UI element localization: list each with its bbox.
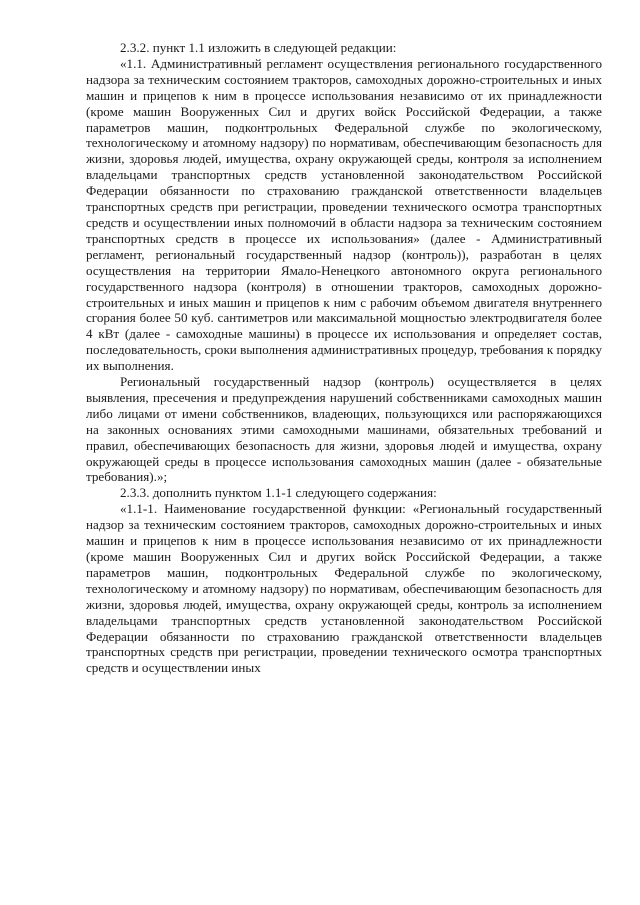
clause-1-1-text: «1.1. Административный регламент осуществления регионального государственного надзора за техническим состоянием тракторов, самоходных дорожно-строительных и иных машин и прицепов к ним в процессе использования независимо от их принадлежности (кроме машин Вооруженных Сил и других войск Российской Федерации, а также параметров машин, подконтрольных Федеральной службе по экологическому, технологическому и атомному надзору) по нормативам, обеспечивающим безопасность для жизни, здоровья людей, имущества, охрану окружающей среды, контроля за исполнением владельцами транспортных средств установленной законодательством Российской Федерации обязанности по страхованию гражданской ответственности владельцев транспортных средств при регистрации, проведении технического осмотра транспортных средств и осуществлении иных полномочий в области надзора за техническим состоянием транспортных средств в процессе их использования» (далее - Административный регламент, региональный государственный надзор (контроль)), разработан в целях осуществления на территории Ямало-Ненецкого автономного округа регионального государственного надзора (контроля) в отношении тракторов, самоходных дорожно-строительных и иных машин и прицепов к ним с рабочим объемом двигателя внутреннего сгорания более 50 куб. сантиметров или максимальной мощностью электродвигателя более 4 кВт (далее - самоходные машины) в процессе их использования и определяет состав, последовательность, сроки выполнения административных процедур, требования к порядку их выполнения. (86, 55, 602, 374)
clause-2-3-3-heading: 2.3.3. дополнить пунктом 1.1-1 следующего содержания: (120, 485, 437, 501)
supervision-purpose-paragraph: Региональный государственный надзор (контроль) осуществляется в целях выявления, пресечения и предупреждения нарушений собственниками самоходных машин либо лицами от имени собственников, владеющих, пользующихся или распоряжающихся на законных основаниях этими самоходными машинами, обязательных требований и правил, обеспечивающих безопасность для жизни, здоровья людей и имущества, охрану окружающей среды в процессе использования самоходных машин (далее - обязательные требования).»; (86, 374, 602, 485)
document-page (86, 40, 602, 676)
clause-1-1-1-text: «1.1-1. Наименование государственной функции: «Региональный государственный надзор за техническим состоянием тракторов, самоходных дорожно-строительных и иных машин и прицепов к ним в процессе использования независимо от их принадлежности (кроме машин Вооруженных Сил и других войск Российской Федерации, а также параметров машин, подконтрольных Федеральной службе по экологическому, технологическому и атомному надзору) по нормативам, обеспечивающим безопасность для жизни, здоровья людей, имущества, охрану окружающей среды, контроль за исполнением владельцами транспортных средств установленной законодательством Российской Федерации обязанности по страхованию гражданской ответственности владельцев транспортных средств при регистрации, проведении технического осмотра транспортных средств и осуществлении иных (86, 501, 602, 676)
clause-2-3-2-heading: 2.3.2. пункт 1.1 изложить в следующей редакции: (120, 40, 397, 55)
